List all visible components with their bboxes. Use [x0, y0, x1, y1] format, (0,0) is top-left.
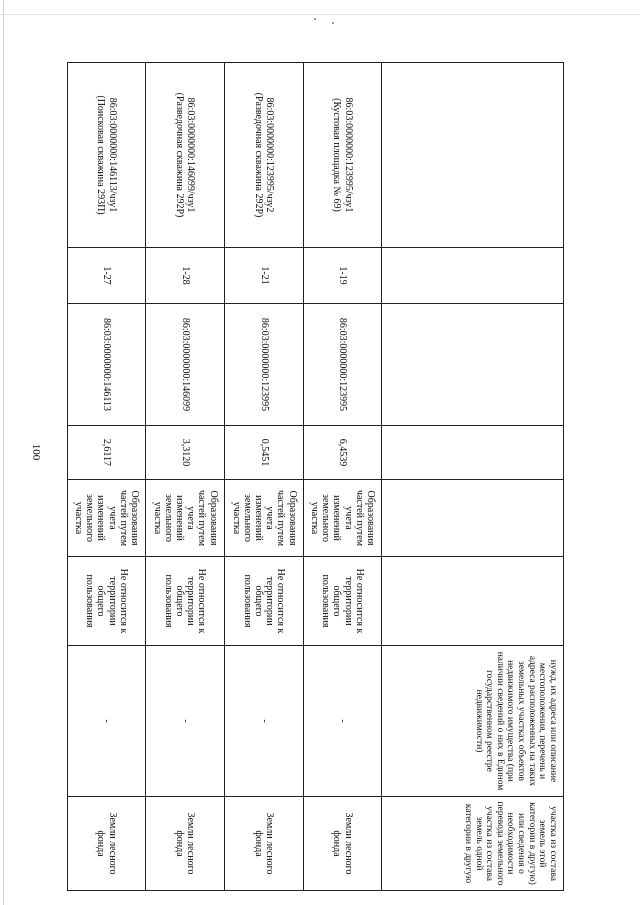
objects-info: -	[68, 646, 146, 797]
plot-area: 6,4539	[304, 426, 382, 480]
plot-number: 1-27	[68, 248, 146, 304]
scan-top-line	[0, 14, 640, 15]
header-objects: нужд, их адреса или описание местоположения, перечень и адреса расположенных на таких земельных участках объектов недвижимого имущества (при наличии сведений о них в Едином государственном реестре недвижимости)	[382, 646, 564, 797]
rotated-document-sheet	[68, 62, 564, 890]
plot-name-cell	[146, 63, 225, 248]
header-cell	[382, 480, 564, 557]
cadastral-number: 86:03:0000000:146113	[68, 304, 146, 426]
land-plots-table	[67, 62, 564, 891]
territory-status: Не относится к территории общего пользования	[68, 557, 146, 646]
plot-name-cell	[225, 63, 304, 248]
plot-description: (Кустовая площадка № 69)	[331, 98, 343, 212]
plot-area: 0,5451	[225, 426, 304, 480]
territory-status: Не относится к территории общего пользования	[225, 557, 304, 646]
land-category: Земли лесного фонда	[304, 797, 382, 891]
plot-number: 1-28	[146, 248, 225, 304]
objects-info: -	[146, 646, 225, 797]
formation-method: Образования частей путем учета изменений земельного участка	[146, 480, 225, 557]
scan-speck	[314, 18, 316, 20]
table-header-row	[382, 63, 564, 891]
page-number: 100	[30, 443, 42, 461]
territory-status: Не относится к территории общего пользования	[146, 557, 225, 646]
table-row	[68, 63, 146, 891]
land-category: Земли лесного фонда	[68, 797, 146, 891]
page-edge	[3, 0, 4, 905]
header-cell	[382, 63, 564, 248]
plot-number: 1-21	[225, 248, 304, 304]
plot-name-cell	[68, 63, 146, 248]
plot-name-cell	[304, 63, 382, 248]
cadastral-number: 86:03:0000000:123995	[225, 304, 304, 426]
formation-method: Образования частей путем учета изменений земельного участка	[68, 480, 146, 557]
formation-method: Образования частей путем учета изменений земельного участка	[225, 480, 304, 557]
header-category: участка из состава земель этой категории в другую) или сведения о необходимости перевода земельного участка из состава земель одной категории в другую	[382, 797, 564, 891]
plot-name: 86:03:0000000:123995/чзу1	[342, 97, 354, 213]
table-row	[225, 63, 304, 891]
header-cell	[382, 426, 564, 480]
territory-status: Не относится к территории общего пользования	[304, 557, 382, 646]
cadastral-number: 86:03:0000000:123995	[304, 304, 382, 426]
plot-description: (Разведочная скважина 292Р)	[174, 92, 185, 218]
header-cell	[382, 557, 564, 646]
plot-area: 3,3120	[146, 426, 225, 480]
land-category: Земли лесного фонда	[146, 797, 225, 891]
objects-info: -	[304, 646, 382, 797]
formation-method: Образования частей путем учета изменений земельного участка	[304, 480, 382, 557]
plot-name: 86:03:0000000:123995/чзу2	[264, 97, 276, 213]
header-cell	[382, 304, 564, 426]
plot-name: 86:03:0000000:146099/чзу1	[185, 97, 197, 213]
table-row	[146, 63, 225, 891]
plot-name: 86:03:0000000:146113/чзу1	[106, 97, 118, 213]
header-cell	[382, 248, 564, 304]
table-row	[304, 63, 382, 891]
plot-area: 2,6117	[68, 426, 146, 480]
plot-description: (Разведочная скважина 292Р)	[253, 92, 264, 218]
plot-number: 1-19	[304, 248, 382, 304]
land-category: Земли лесного фонда	[225, 797, 304, 891]
cadastral-number: 86:03:0000000:146099	[146, 304, 225, 426]
plot-description: (Поисковая скважина 293П)	[95, 95, 107, 215]
objects-info: -	[225, 646, 304, 797]
scan-speck	[332, 22, 334, 24]
